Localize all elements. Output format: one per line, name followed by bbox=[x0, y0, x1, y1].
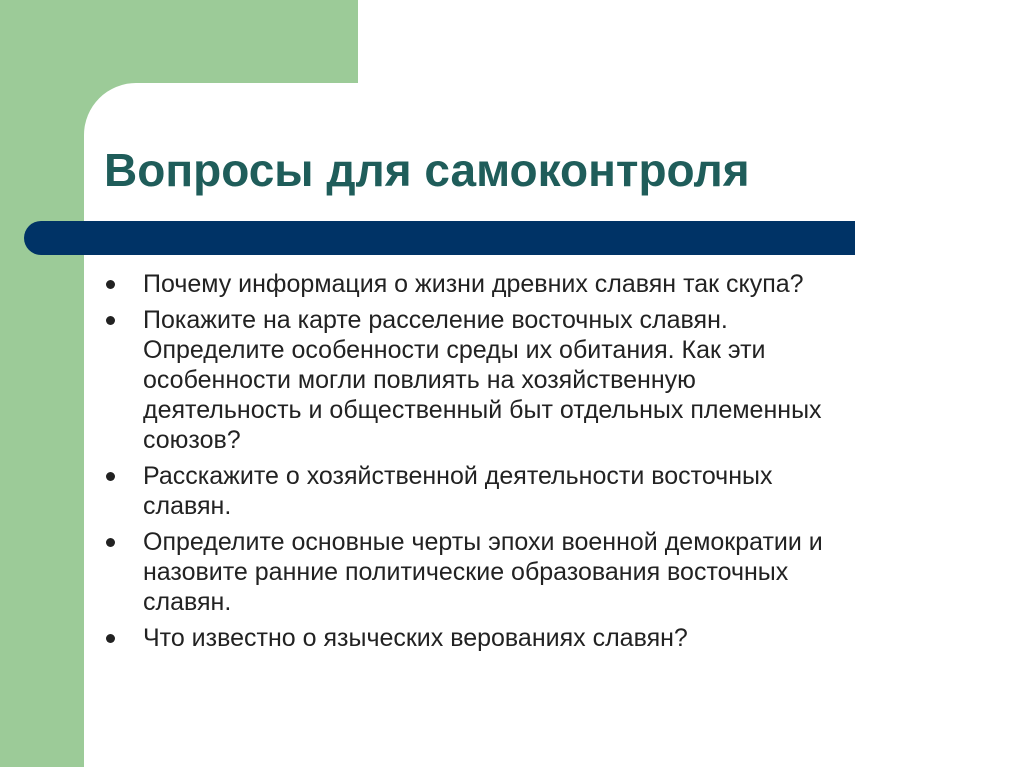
question-item-4 bbox=[106, 527, 986, 617]
question-text: Определите основные черты эпохи военной демократии и назовите ранние политические образования восточных славян. bbox=[143, 528, 823, 616]
bullet-icon bbox=[106, 472, 115, 481]
question-item-1 bbox=[106, 269, 986, 299]
bullet-icon bbox=[106, 634, 115, 643]
bullet-icon bbox=[106, 280, 115, 289]
question-text: Расскажите о хозяйственной деятельности восточных славян. bbox=[143, 462, 773, 520]
question-item-2 bbox=[106, 305, 986, 455]
title-underline-bar bbox=[24, 221, 855, 255]
slide-title: Вопросы для самоконтроля bbox=[104, 144, 750, 196]
bullet-icon bbox=[106, 316, 115, 325]
question-item-3 bbox=[106, 461, 986, 521]
bullet-icon bbox=[106, 538, 115, 547]
question-text: Что известно о языческих верованиях славян? bbox=[143, 624, 688, 652]
question-list bbox=[106, 269, 986, 659]
question-text: Покажите на карте расселение восточных славян. Определите особенности среды их обитания. Как эти особенности могли повлиять на хозяйственную деятельность и общественный быт отдельных племенных союзов? bbox=[143, 306, 822, 454]
question-item-5 bbox=[106, 623, 986, 653]
question-text: Почему информация о жизни древних славян так скупа? bbox=[143, 270, 804, 298]
